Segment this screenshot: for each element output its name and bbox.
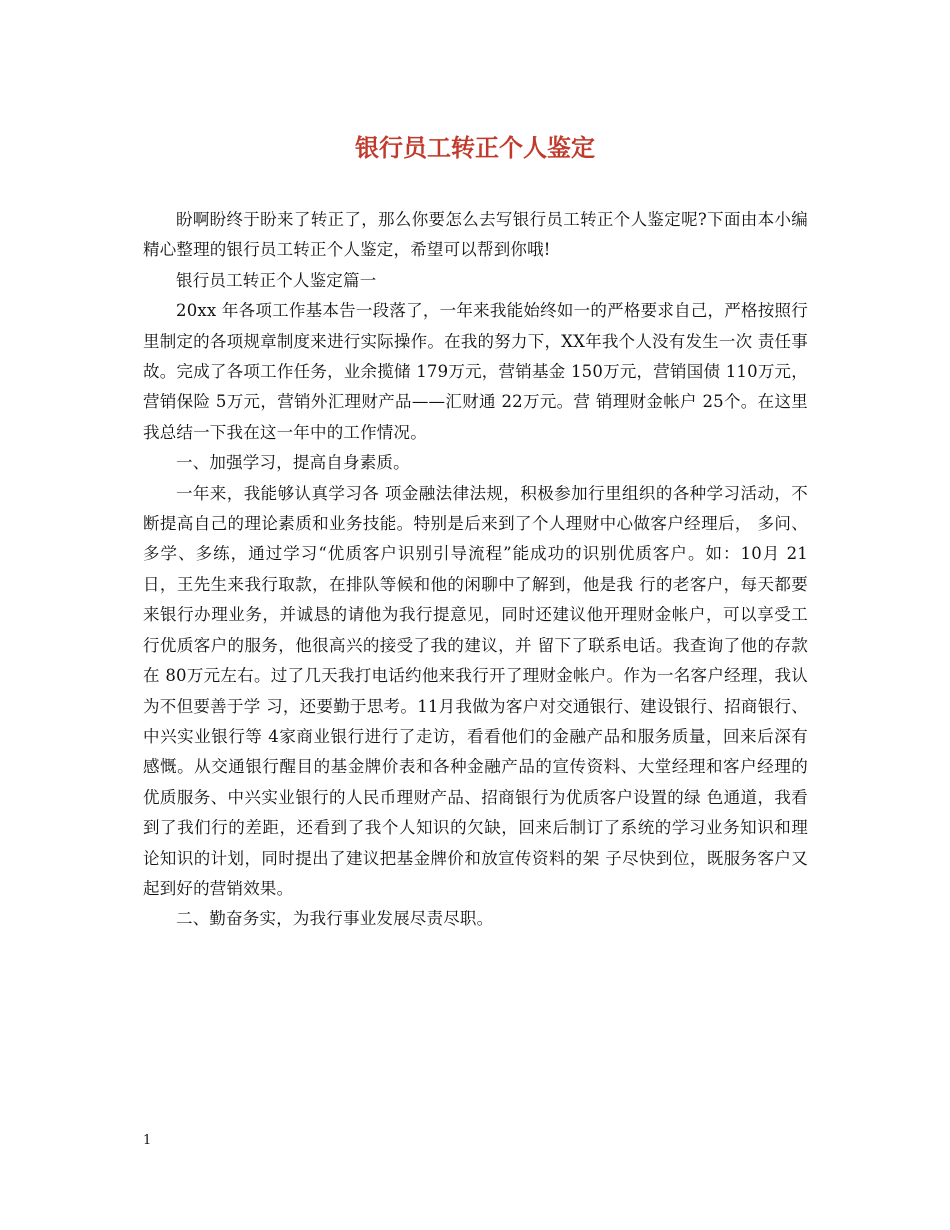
- summary-paragraph: 20xx 年各项工作基本告一段落了，一年来我能始终如一的严格要求自己，严格按照行里制定的各项规章制度来进行实际操作。在我的努力下，XX年我个人没有发生一次 责任事故。完成了各项工作任务，业余揽储 179万元，营销基金 150万元，营销国债 110万元，营销保险 5万元，营销外汇理财产品——汇财通 22万元。营 销理财金帐户 25个。在这里我总结一下我在这一年中的工作情况。: [143, 301, 808, 442]
- document-body: [143, 205, 808, 935]
- page-number: 1: [143, 1133, 152, 1148]
- intro-paragraph: 盼啊盼终于盼来了转正了，那么你要怎么去写银行员工转正个人鉴定呢?下面由本小编精心整理的银行员工转正个人鉴定，希望可以帮到你哦!: [143, 210, 808, 260]
- section-heading-diligence: 二、勤奋务实，为我行事业发展尽责尽职。: [176, 909, 494, 929]
- document-title: 银行员工转正个人鉴定: [355, 133, 595, 162]
- study-paragraph: 一年来，我能够认真学习各 项金融法律法规，积极参加行里组织的各种学习活动，不断提高自己的理论素质和业务技能。特别是后来到了个人理财中心做客户经理后， 多问、多学、多练，通过学习“优质客户识别引导流程”能成功的识别优质客户。如：10月 21日，王先生来我行取款，在排队等候和他的闲聊中了解到，他是我 行的老客户，每天都要来银行办理业务，并诚恳的请他为我行提意见，同时还建议他开理财金帐户，可以享受工行优质客户的服务，他很高兴的接受了我的建议，并 留下了联系电话。我查询了他的存款在 80万元左右。过了几天我打电话约他来我行开了理财金帐户。作为一名客户经理，我认为不但要善于学 习，还要勤于思考。11月我做为客户对交通银行、建设银行、招商银行、中兴实业银行等 4家商业银行进行了走访，看看他们的金融产品和服务质量，回来后深有 感慨。从交通银行醒目的基金牌价表和各种金融产品的宣传资料、大堂经理和客户经理的优质服务、中兴实业银行的人民币理财产品、招商银行为优质客户设置的绿 色通道，我看到了我们行的差距，还看到了我个人知识的欠缺，回来后制订了系统的学习业务知识和理论知识的计划，同时提出了建议把基金牌价和放宣传资料的架 子尽快到位，既服务客户又起到好的营销效果。: [143, 483, 808, 898]
- section-heading-study: 一、加强学习，提高自身素质。: [176, 453, 410, 473]
- section-heading-part-one: 银行员工转正个人鉴定篇一: [176, 270, 377, 290]
